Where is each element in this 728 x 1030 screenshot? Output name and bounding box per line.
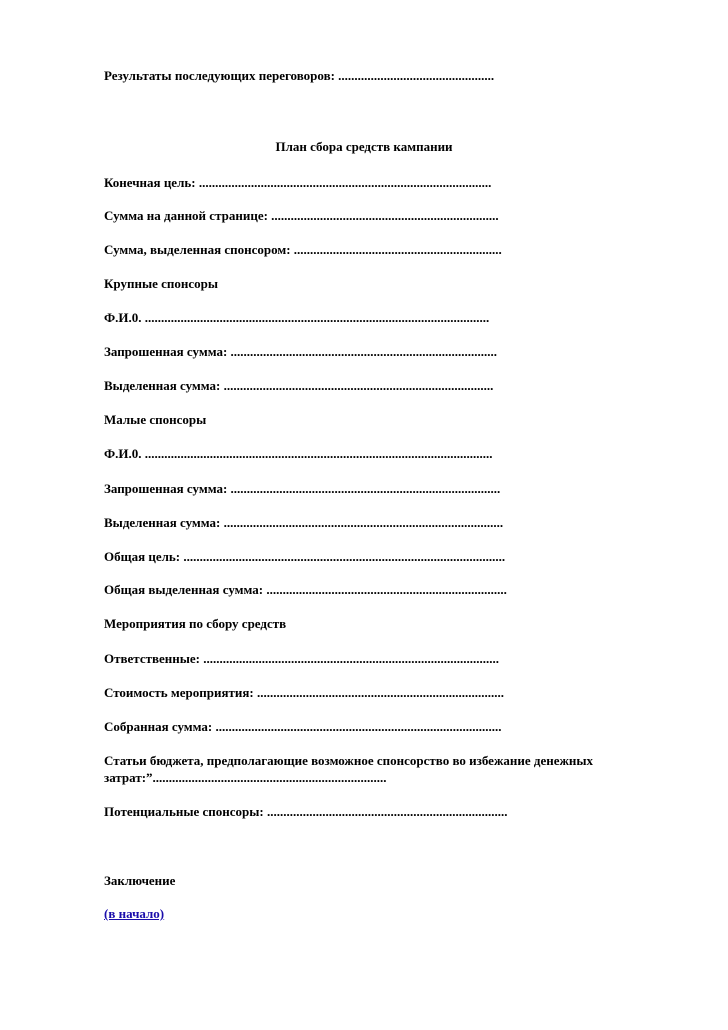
potential-sponsors-field: Потенциальные спонсоры: .......................................................................... bbox=[104, 804, 508, 819]
minor-requested-sum-field: Запрошенная сумма: ................................................................................... bbox=[104, 481, 501, 496]
total-allocated-sum-field: Общая выделенная сумма: .......................................................................... bbox=[104, 582, 507, 597]
sponsor-allocated-field: Сумма, выделенная спонсором: ................................................................ bbox=[104, 242, 502, 257]
minor-sponsors-heading: Малые спонсоры bbox=[104, 412, 207, 427]
budget-items-field: Статьи бюджета, предполагающие возможное спонсорство во избежание денежных затрат:”........................................................................ bbox=[104, 753, 594, 785]
collected-sum-field: Собранная сумма: ........................................................................................ bbox=[104, 719, 502, 734]
fundraising-events-heading: Мероприятия по сбору средств bbox=[104, 616, 287, 631]
minor-allocated-sum-field: Выделенная сумма: ...................................................................................... bbox=[104, 515, 504, 530]
major-sponsor-name-field: Ф.И.0. .......................................................................................................... bbox=[104, 310, 490, 325]
back-to-top-link[interactable]: (в начало) bbox=[104, 906, 165, 921]
minor-sponsor-name-field: Ф.И.0. ........................................................................................................... bbox=[104, 446, 493, 461]
event-cost-field: Стоимость мероприятия: ............................................................................ bbox=[104, 685, 504, 700]
negotiations-results-line: Результаты последующих переговоров: ................................................ bbox=[104, 68, 495, 83]
major-requested-sum-field: Запрошенная сумма: .................................................................................. bbox=[104, 344, 498, 359]
plan-title: План сбора средств кампании bbox=[275, 139, 453, 154]
responsible-field: Ответственные: ........................................................................................... bbox=[104, 651, 500, 666]
major-sponsors-heading: Крупные спонсоры bbox=[104, 276, 219, 291]
final-goal-field: Конечная цель: .......................................................................................... bbox=[104, 175, 492, 190]
sum-on-page-field: Сумма на данной странице: ...................................................................... bbox=[104, 208, 499, 223]
conclusion-heading: Заключение bbox=[104, 873, 176, 888]
total-goal-field: Общая цель: ................................................................................................... bbox=[104, 549, 506, 564]
major-allocated-sum-field: Выделенная сумма: ................................................................................... bbox=[104, 378, 494, 393]
